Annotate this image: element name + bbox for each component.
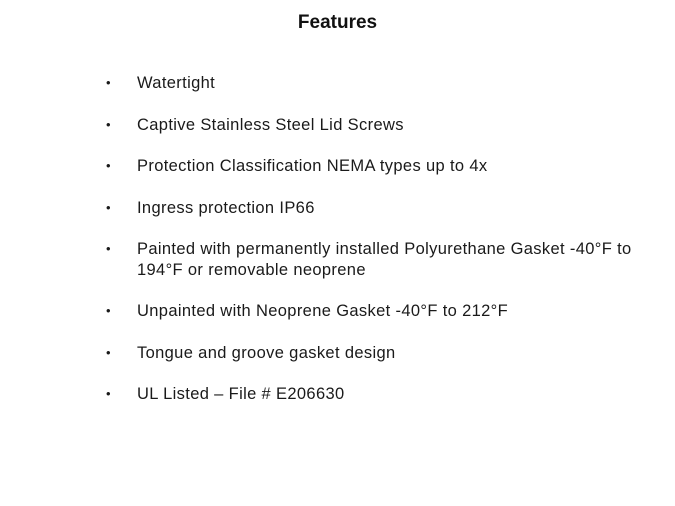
feature-text: Ingress protection IP66 <box>137 198 315 217</box>
bullet-icon: • <box>106 386 111 401</box>
list-item <box>0 156 675 177</box>
list-item <box>0 239 675 280</box>
list-item <box>0 73 675 94</box>
feature-text: Unpainted with Neoprene Gasket -40°F to 212°F <box>137 302 509 320</box>
bullet-icon: • <box>106 199 111 215</box>
feature-list <box>0 73 675 426</box>
bullet-icon: • <box>106 303 111 318</box>
bullet-icon: • <box>106 241 111 256</box>
slide-title: Features <box>297 12 378 33</box>
feature-text: UL Listed – File # E206630 <box>137 385 345 403</box>
list-item <box>0 343 675 364</box>
list-item <box>0 384 675 405</box>
list-item <box>0 115 675 136</box>
bullet-icon: • <box>106 116 111 132</box>
bullet-icon: • <box>106 75 111 90</box>
feature-text: Protection Classification NEMA types up to 4x <box>137 157 488 175</box>
feature-text: Captive Stainless Steel Lid Screws <box>137 115 404 134</box>
list-item <box>0 198 675 219</box>
list-item <box>0 301 675 322</box>
feature-text: Tongue and groove gasket design <box>137 343 396 362</box>
feature-text: Painted with permanently installed Polyurethane Gasket -40°F to 194°F or removable neoprene <box>137 240 632 279</box>
feature-text: Watertight <box>137 74 216 92</box>
bullet-icon: • <box>106 344 111 360</box>
bullet-icon: • <box>106 158 111 173</box>
